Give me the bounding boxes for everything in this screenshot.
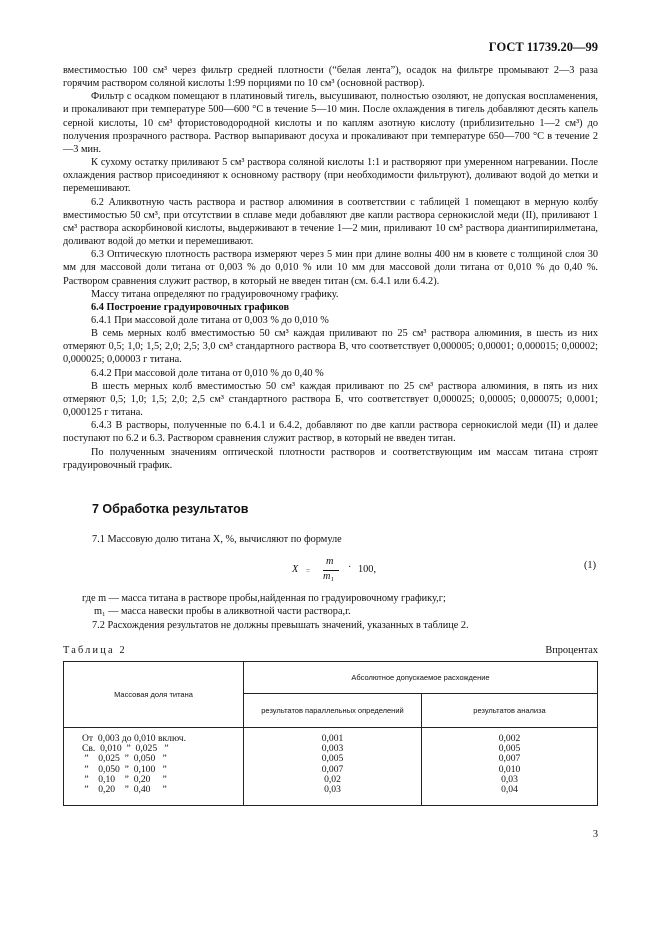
- paragraph: Массу титана определяют по градуировочному графику.: [91, 288, 339, 300]
- formula-legend: [82, 592, 446, 618]
- range-value: Св. 0,010 ” 0,025 ”: [82, 743, 169, 755]
- paragraph: 6.4.2 При массовой доле титана от 0,010 % до 0,40 %: [91, 367, 324, 379]
- analysis-value: 0,03: [501, 773, 518, 785]
- paragraph: К сухому остатку приливают 5 см³ раствора соляной кислоты 1:1 и растворяют при умеренном нагревании. После охлаждения раствор присоединяют к основному раствору (при необходимости фильтруют), доливают водой до метки и перемешивают.: [63, 157, 598, 195]
- subsection-heading: 6.4 Построение градуировочных графиков: [91, 301, 290, 313]
- range-value: ” 0,10 ” 0,20 ”: [82, 773, 167, 785]
- paragraph: 6.3 Оптическую плотность раствора измеряют через 5 мин при длине волны 400 нм в кювете с толщиной слоя 30 мм для массовой доли титана от 0,003 % до 0,010 % или 10 мм для массовой доли титана от 0,010 % до 0,40 %. Раствором сравнения служит раствор, в который не введен титан (см. 6.4.1 или 6.4.2).: [63, 249, 598, 287]
- formula-numerator: m: [326, 556, 334, 567]
- parallel-value: 0,005: [321, 753, 344, 765]
- body-text: [63, 64, 598, 472]
- analysis-value: 0,04: [501, 784, 518, 796]
- formula-multiply: ·: [348, 562, 352, 573]
- formula: [292, 556, 422, 586]
- paragraph: 7.1 Массовую долю титана X, %, вычисляют по формуле: [92, 534, 342, 545]
- parallel-value: 0,003: [321, 743, 344, 755]
- standard-code-header: ГОСТ 11739.20—99: [488, 40, 598, 54]
- parallel-cell: [244, 728, 422, 806]
- formula-number: (1): [584, 560, 597, 571]
- range-value: ” 0,050 ” 0,100 ”: [82, 763, 167, 775]
- legend-line: m₁ — масса навески пробы в аликвотной части раствора,г.: [94, 606, 351, 617]
- paragraph: В шесть мерных колб вместимостью 50 см³ каждая приливают по 25 см³ раствора алюминия, в пять из них отмеряют 0,5; 1,0; 1,5; 2,0; 2,5 см³ стандартного раствора Б, что соответствует 0,000025; 0,00005; 0,000075; 0,0001; 0,000125 г титана.: [63, 380, 598, 419]
- formula-lhs: X: [292, 564, 299, 575]
- analysis-value: 0,007: [498, 753, 521, 765]
- column-header: Массовая доля титана: [64, 662, 244, 728]
- formula-equals: =: [306, 567, 310, 575]
- column-header: результатов анализа: [422, 694, 598, 728]
- table-row: [64, 728, 598, 806]
- parallel-value: 0,007: [321, 763, 344, 775]
- analysis-value: 0,002: [498, 733, 521, 744]
- paragraph: 6.4.1 При массовой доле титана от 0,003 % до 0,010 %: [91, 314, 329, 326]
- parallel-value: 0,03: [324, 784, 341, 796]
- legend-line: где m — масса титана в растворе пробы,найденная по градуировочному графику,г;: [82, 593, 446, 604]
- page-number: 3: [592, 829, 598, 840]
- parallel-value: 0,02: [324, 773, 341, 785]
- paragraph: По полученным значениям оптической плотности растворов и соответствующим им массам титана строят градуировочный график.: [63, 446, 598, 471]
- analysis-value: 0,005: [498, 743, 521, 755]
- paragraph: 6.2 Аликвотную часть раствора и раствор алюминия в соответствии с таблицей 1 помещают в мерную колбу вместимостью 50 см³, при отсутствии в сплаве меди добавляют две капли раствора сернокислой меди (II), приливают 1 см³ раствора аскорбиновой кислоты, выдерживают в течение 1—2 мин, приливают 10 см³ раствора диантипирилметана, доливают водой до метки и перемешивают.: [63, 196, 598, 248]
- tolerance-table: [63, 661, 598, 806]
- section-heading: 7 Обработка результатов: [92, 502, 249, 516]
- table-caption: Таблица 2: [63, 645, 127, 656]
- column-group-header: Абсолютное допускаемое расхождение: [244, 662, 598, 694]
- analysis-cell: [422, 728, 598, 806]
- paragraph: вместимостью 100 см³ через фильтр средней плотности (“белая лента”), осадок на фильтре промывают 2—3 раза горячим раствором соляной кислоты 1:99 порциями по 10 см³ (основной раствор).: [63, 65, 598, 90]
- paragraph: 6.4.3 В растворы, полученные по 6.4.1 и 6.4.2, добавляют по две капли раствора сернокислой меди (II) и далее поступают по 6.2 и 6.3. Раствором сравнения служит раствор, в который не введен титан.: [63, 420, 598, 445]
- column-header: результатов параллельных определений: [244, 694, 422, 728]
- analysis-value: 0,010: [498, 763, 521, 775]
- range-value: От 0,003 до 0,010 включ.: [82, 733, 186, 744]
- range-cell: [64, 728, 244, 806]
- parallel-value: 0,001: [321, 733, 344, 744]
- paragraph: Фильтр с осадком помещают в платиновый тигель, высушивают, полностью озоляют, не допуская воспламенения, и прокаливают при температуре 500—600 °С в течение 5—10 мин. После охлаждения в тигель добавляют десять капель серной кислоты, 10 см³ фтористоводородной кислоты и по каплям азотную кислоту (приблизительно 1—2 см³) до получения прозрачного раствора. Раствор выпаривают досуха и прокаливают при температуре 650—700 °С в течение 2—3 мин.: [63, 91, 598, 155]
- table-unit: Впроцентах: [545, 645, 598, 656]
- paragraph: В семь мерных колб вместимостью 50 см³ каждая приливают по 25 см³ раствора алюминия, в шесть из них отмеряют 0,5; 1,0; 1,5; 2,0; 2,5; 3,0 см³ стандартного раствора В, что соответствует 0,000005; 0,00001; 0,000015; 0,00002; 0,000025; 0,00003 г титана.: [63, 328, 598, 366]
- formula-factor: 100,: [358, 564, 377, 575]
- formula-denominator: m₁: [323, 571, 335, 582]
- range-value: ” 0,025 ” 0,050 ”: [82, 753, 167, 765]
- paragraph: 7.2 Расхождения результатов не должны превышать значений, указанных в таблице 2.: [92, 620, 469, 631]
- range-value: ” 0,20 ” 0,40 ”: [82, 784, 167, 796]
